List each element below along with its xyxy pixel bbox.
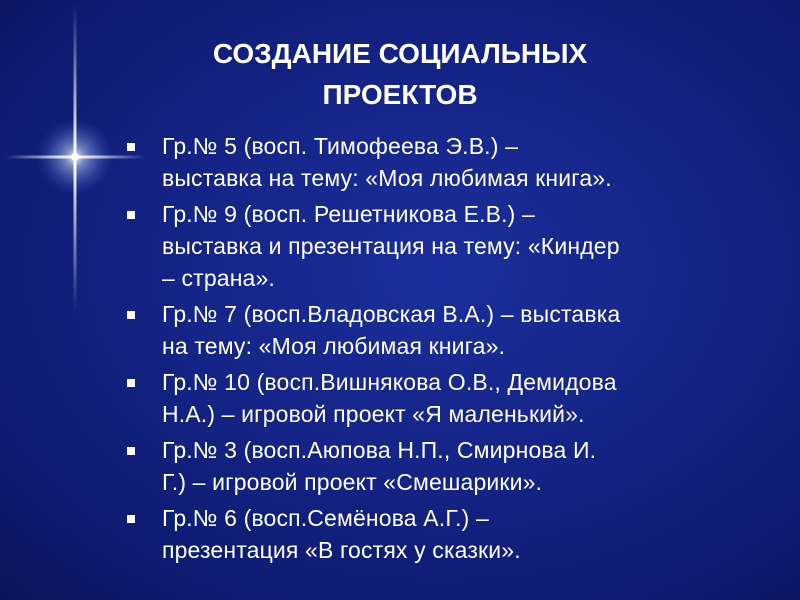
- list-item-line: выставка и презентация на тему: «Киндер: [162, 233, 620, 259]
- list-item-line: Гр.№ 10 (восп.Вишнякова О.В., Демидова: [162, 369, 617, 395]
- list-item: [124, 366, 784, 430]
- list-item-line: Гр.№ 3 (восп.Аюпова Н.П., Смирнова И.: [162, 437, 597, 463]
- slide-title-line-1: СОЗДАНИЕ СОЦИАЛЬНЫХ: [212, 38, 588, 69]
- slide-title-line-2: ПРОЕКТОВ: [322, 79, 478, 110]
- list-item-line: Гр.№ 5 (восп. Тимофеева Э.В.) –: [162, 133, 519, 159]
- square-bullet-icon: [127, 447, 135, 455]
- list-item-line: презентация «В гостях у сказки».: [162, 537, 521, 563]
- list-item: [124, 198, 784, 294]
- list-item-line: на тему: «Моя любимая книга».: [162, 333, 506, 359]
- square-bullet-icon: [127, 311, 135, 319]
- list-item-line: Гр.№ 9 (восп. Решетникова Е.В.) –: [162, 201, 535, 227]
- list-item: [124, 502, 784, 566]
- square-bullet-icon: [127, 143, 135, 151]
- list-item-line: Н.А.) – игровой проект «Я маленький».: [162, 401, 585, 427]
- list-item: [124, 434, 784, 498]
- list-item-line: – страна».: [162, 265, 275, 291]
- list-item-line: выставка на тему: «Моя любимая книга».: [162, 165, 612, 191]
- list-item: [124, 298, 784, 362]
- square-bullet-icon: [127, 379, 135, 387]
- list-item-line: Гр.№ 7 (восп.Владовская В.А.) – выставка: [162, 301, 621, 327]
- square-bullet-icon: [127, 515, 135, 523]
- project-list: [124, 130, 784, 570]
- slide-title: [150, 33, 650, 115]
- list-item: [124, 130, 784, 194]
- list-item-line: Гр.№ 6 (восп.Семёнова А.Г.) –: [162, 505, 489, 531]
- list-item-line: Г.) – игровой проект «Смешарики».: [162, 469, 543, 495]
- square-bullet-icon: [127, 211, 135, 219]
